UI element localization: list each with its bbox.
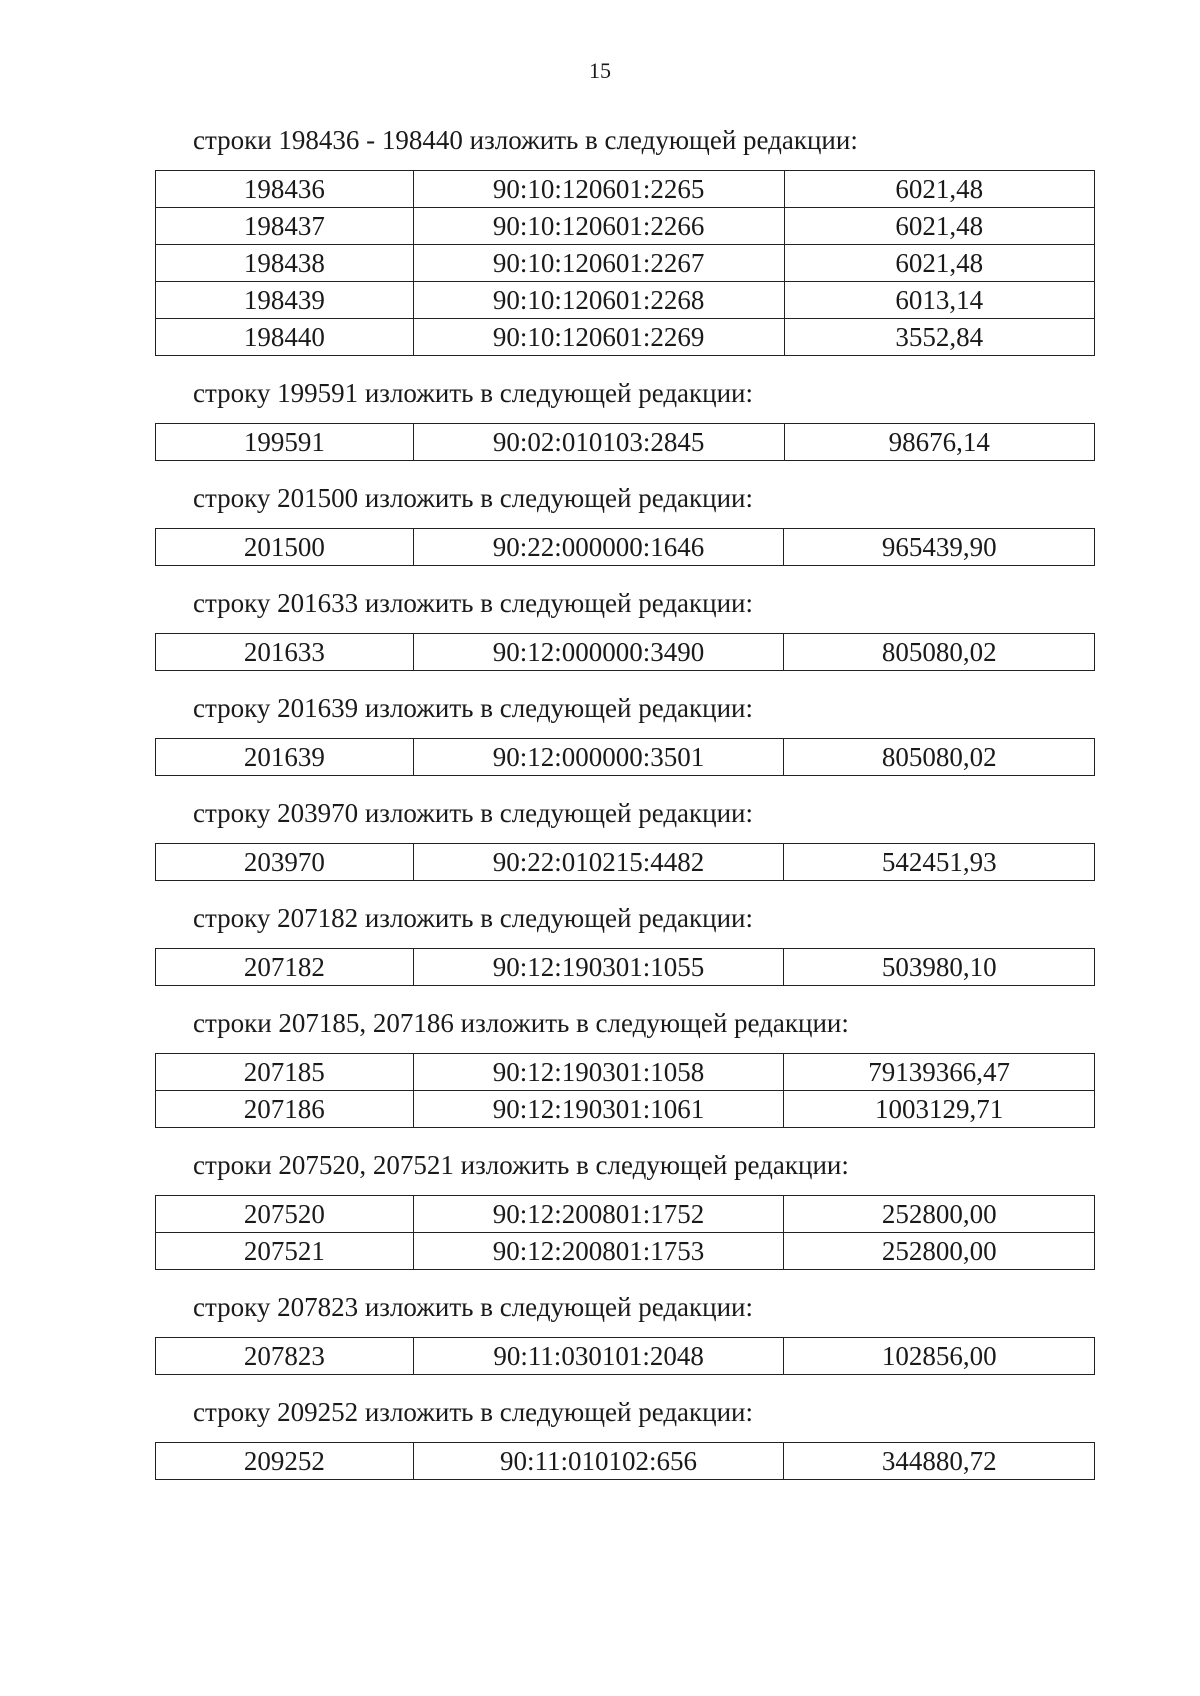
row-number-cell: 207521 [156, 1233, 414, 1270]
row-number-cell: 207186 [156, 1091, 414, 1128]
value-cell: 252800,00 [784, 1196, 1095, 1233]
amendment-section [0, 900, 1200, 986]
section-heading: строку 201639 изложить в следующей редакции: [193, 693, 754, 723]
table-row [156, 208, 1095, 245]
amendment-table [155, 528, 1095, 566]
section-heading: строку 203970 изложить в следующей редакции: [193, 798, 754, 828]
table-row [156, 529, 1095, 566]
table-row [156, 1233, 1095, 1270]
table-row [156, 1443, 1095, 1480]
amendment-table [155, 1337, 1095, 1375]
row-number-cell: 198439 [156, 282, 414, 319]
cadastral-number-cell: 90:10:120601:2269 [413, 319, 784, 356]
cadastral-number-cell: 90:12:200801:1752 [413, 1196, 784, 1233]
cadastral-number-cell: 90:12:000000:3501 [413, 739, 784, 776]
row-number-cell: 207182 [156, 949, 414, 986]
cadastral-number-cell: 90:11:030101:2048 [413, 1338, 784, 1375]
value-cell: 805080,02 [784, 634, 1095, 671]
section-heading: строку 207182 изложить в следующей редакции: [193, 903, 754, 933]
cadastral-number-cell: 90:12:190301:1061 [413, 1091, 784, 1128]
table-row [156, 634, 1095, 671]
table-row [156, 739, 1095, 776]
amendment-table [155, 843, 1095, 881]
row-number-cell: 199591 [156, 424, 414, 461]
cadastral-number-cell: 90:12:190301:1055 [413, 949, 784, 986]
table-row [156, 171, 1095, 208]
section-heading: строки 207185, 207186 изложить в следующей редакции: [193, 1008, 849, 1038]
value-cell: 1003129,71 [784, 1091, 1095, 1128]
cadastral-number-cell: 90:22:000000:1646 [413, 529, 784, 566]
amendment-table [155, 738, 1095, 776]
sections-container [0, 122, 1200, 1499]
row-number-cell: 207520 [156, 1196, 414, 1233]
amendment-section [0, 1394, 1200, 1480]
row-number-cell: 209252 [156, 1443, 414, 1480]
value-cell: 965439,90 [784, 529, 1095, 566]
value-cell: 79139366,47 [784, 1054, 1095, 1091]
cadastral-number-cell: 90:12:000000:3490 [413, 634, 784, 671]
row-number-cell: 198437 [156, 208, 414, 245]
cadastral-number-cell: 90:10:120601:2265 [413, 171, 784, 208]
amendment-section [0, 690, 1200, 776]
cadastral-number-cell: 90:10:120601:2266 [413, 208, 784, 245]
value-cell: 98676,14 [784, 424, 1094, 461]
amendment-section [0, 1147, 1200, 1270]
amendment-table [155, 1195, 1095, 1270]
cadastral-number-cell: 90:10:120601:2268 [413, 282, 784, 319]
cadastral-number-cell: 90:11:010102:656 [413, 1443, 784, 1480]
value-cell: 805080,02 [784, 739, 1095, 776]
value-cell: 542451,93 [784, 844, 1095, 881]
amendment-table [155, 948, 1095, 986]
section-heading: строку 199591 изложить в следующей редакции: [193, 378, 754, 408]
value-cell: 252800,00 [784, 1233, 1095, 1270]
amendment-table [155, 633, 1095, 671]
table-row [156, 844, 1095, 881]
value-cell: 102856,00 [784, 1338, 1095, 1375]
value-cell: 503980,10 [784, 949, 1095, 986]
amendment-section [0, 375, 1200, 461]
cadastral-number-cell: 90:10:120601:2267 [413, 245, 784, 282]
row-number-cell: 201633 [156, 634, 414, 671]
amendment-section [0, 1005, 1200, 1128]
row-number-cell: 198436 [156, 171, 414, 208]
table-row [156, 1091, 1095, 1128]
table-row [156, 949, 1095, 986]
section-heading: строку 209252 изложить в следующей редакции: [193, 1397, 754, 1427]
value-cell: 6021,48 [784, 171, 1094, 208]
amendment-table [155, 1442, 1095, 1480]
row-number-cell: 201500 [156, 529, 414, 566]
table-row [156, 1196, 1095, 1233]
table-row [156, 424, 1095, 461]
cadastral-number-cell: 90:02:010103:2845 [413, 424, 784, 461]
section-heading: строки 198436 - 198440 изложить в следующей редакции: [193, 125, 858, 155]
cadastral-number-cell: 90:22:010215:4482 [413, 844, 784, 881]
table-row [156, 1054, 1095, 1091]
amendment-section [0, 122, 1200, 356]
amendment-table [155, 1053, 1095, 1128]
section-heading: строку 201633 изложить в следующей редакции: [193, 588, 754, 618]
value-cell: 6013,14 [784, 282, 1094, 319]
row-number-cell: 207823 [156, 1338, 414, 1375]
table-row [156, 282, 1095, 319]
value-cell: 3552,84 [784, 319, 1094, 356]
amendment-table [155, 170, 1095, 356]
table-row [156, 245, 1095, 282]
row-number-cell: 198440 [156, 319, 414, 356]
row-number-cell: 198438 [156, 245, 414, 282]
amendment-section [0, 480, 1200, 566]
table-row [156, 319, 1095, 356]
amendment-table [155, 423, 1095, 461]
amendment-section [0, 585, 1200, 671]
value-cell: 6021,48 [784, 245, 1094, 282]
cadastral-number-cell: 90:12:190301:1058 [413, 1054, 784, 1091]
table-row [156, 1338, 1095, 1375]
row-number-cell: 207185 [156, 1054, 414, 1091]
value-cell: 6021,48 [784, 208, 1094, 245]
page-number: 15 [589, 58, 611, 83]
section-heading: строку 207823 изложить в следующей редакции: [193, 1292, 754, 1322]
amendment-section [0, 1289, 1200, 1375]
cadastral-number-cell: 90:12:200801:1753 [413, 1233, 784, 1270]
value-cell: 344880,72 [784, 1443, 1095, 1480]
row-number-cell: 201639 [156, 739, 414, 776]
amendment-section [0, 795, 1200, 881]
row-number-cell: 203970 [156, 844, 414, 881]
section-heading: строку 201500 изложить в следующей редакции: [193, 483, 754, 513]
section-heading: строки 207520, 207521 изложить в следующей редакции: [193, 1150, 849, 1180]
